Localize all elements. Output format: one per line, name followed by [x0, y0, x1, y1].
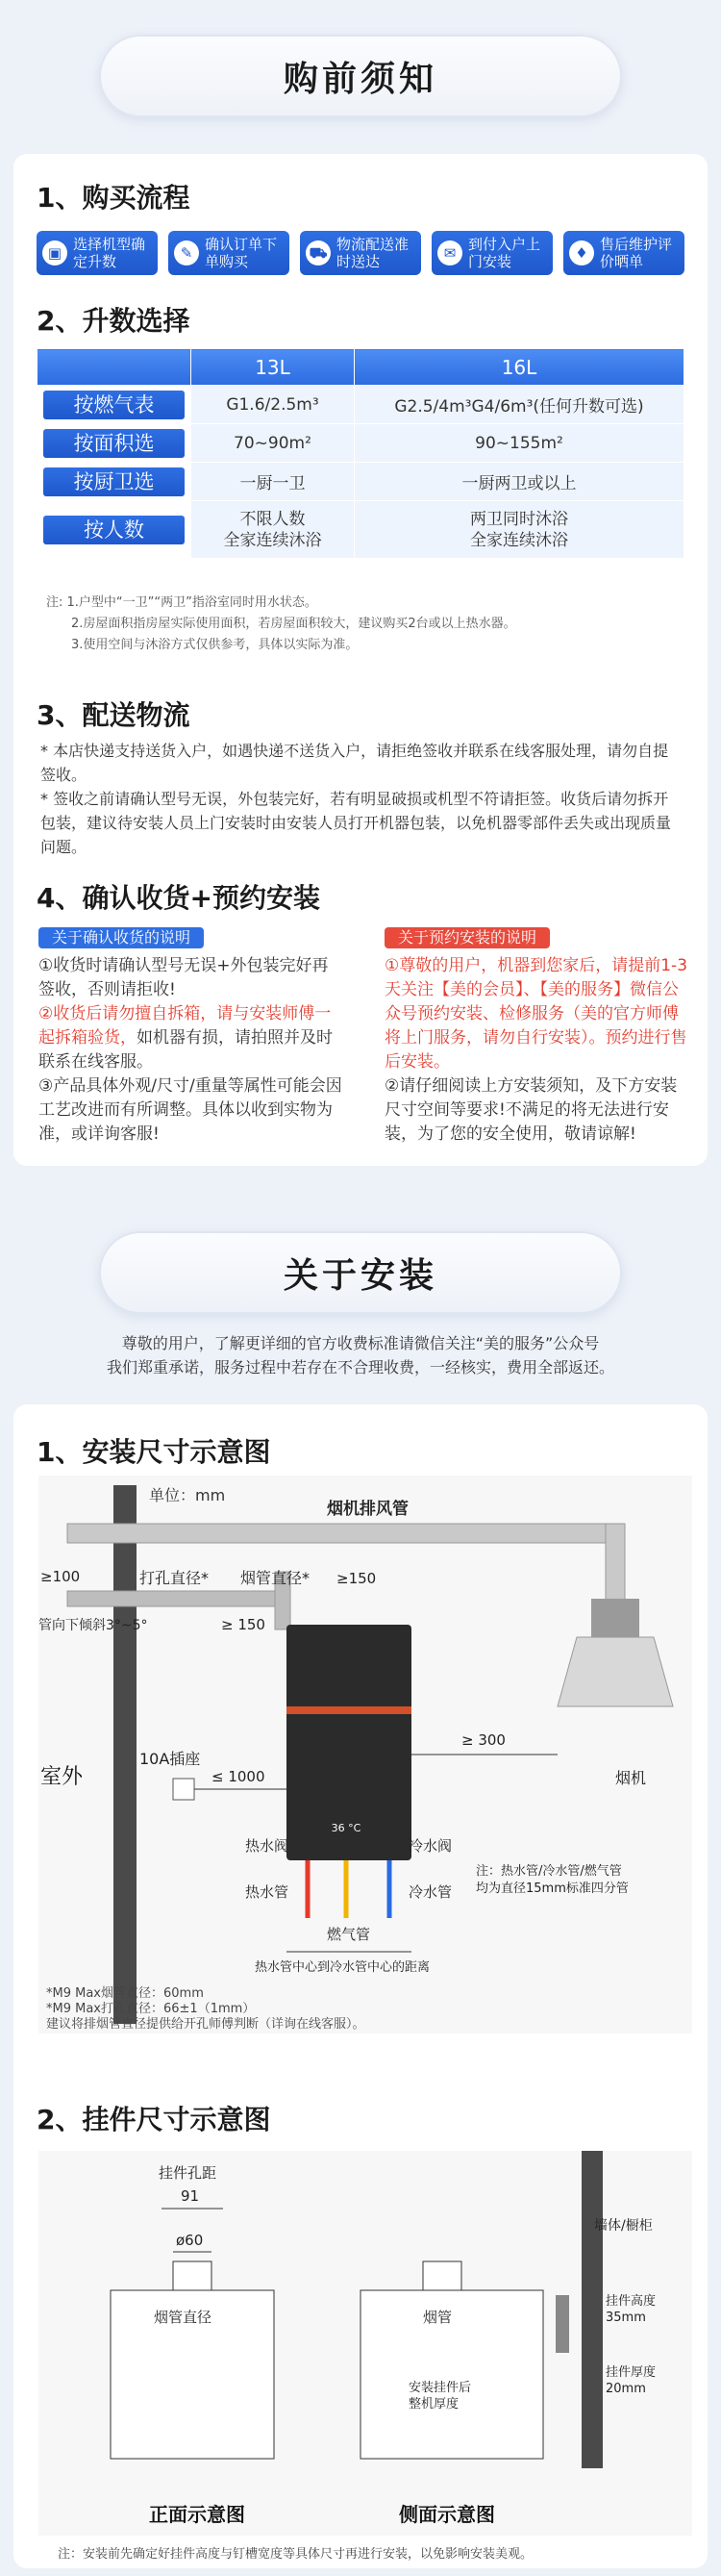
row-label: 按厨卫选	[43, 467, 185, 496]
table-cell: 90~155m²	[355, 424, 684, 463]
section-delivery-title: 3、配送物流	[37, 699, 190, 731]
hook-distance-label: 挂件孔距	[159, 2164, 217, 2182]
table-row	[37, 501, 684, 559]
install-appointment-tag: 关于预约安装的说明	[385, 927, 550, 948]
install-size-diagram	[38, 1476, 692, 2033]
step-install	[432, 231, 553, 275]
confirm-receipt-text	[38, 954, 344, 1147]
cold-pipe-label: 冷水管	[409, 1883, 453, 1901]
heater-flue-pipe	[67, 1591, 288, 1606]
hanger-size-diagram	[38, 2151, 692, 2536]
dim-300: ≥ 300	[461, 1731, 506, 1749]
row-label: 按面积选	[43, 429, 185, 458]
title-purchase-notice: 购前须知	[99, 35, 622, 117]
table-header: 16L	[355, 349, 684, 386]
value-d60: ø60	[176, 2232, 204, 2249]
after-install-label: 整机厚度	[409, 2397, 460, 2412]
hole-diameter-label: 打孔直径*	[139, 1569, 210, 1587]
step-aftersale	[563, 231, 684, 275]
front-view-label: 正面示意图	[149, 2503, 245, 2526]
hot-valve-label: 热水阀	[245, 1837, 289, 1855]
hanger-note: 注：安装前先确定好挂件高度与钉槽宽度等具体尺寸再进行安装，以免影响安装美观。	[58, 2547, 534, 2562]
wall	[113, 1485, 137, 2024]
hanger-bracket	[556, 2295, 569, 2353]
step-select-model	[37, 231, 158, 275]
hot-pipe-label: 热水管	[245, 1883, 289, 1901]
row-label: 按燃气表	[43, 391, 185, 419]
table-cell: 不限人数 全家连续沐浴	[191, 501, 355, 559]
side-wall	[582, 2151, 603, 2468]
hook-thickness-label: 挂件厚度	[606, 2365, 657, 2380]
table-row	[37, 386, 684, 424]
row-label: 按人数	[43, 516, 185, 544]
cart-icon: ✎	[174, 240, 199, 265]
note-line: 2.房屋面积指房屋实际使用面积，若房屋面积较大，建议购买2台或以上热水器。	[71, 617, 516, 631]
hook-thickness-value: 20mm	[606, 2382, 646, 2396]
after-install-label: 安装挂件后	[409, 2381, 472, 2395]
intro-line: 我们郑重承诺，服务过程中若存在不合理收费，一经核实，费用全部返还。	[106, 1358, 614, 1376]
note-line: 3.使用空间与沐浴方式仅供参考，具体以实际为准。	[71, 638, 359, 652]
capacity-notes	[46, 593, 516, 656]
value-91: 91	[181, 2187, 200, 2205]
intro-line: 尊敬的用户，了解更详细的官方收费标准请微信关注“美的服务”公众号	[121, 1334, 600, 1352]
install-intro	[0, 1331, 721, 1379]
range-hood	[558, 1637, 673, 1706]
truck-icon: ⛟	[306, 240, 331, 265]
install-appointment-text	[385, 954, 690, 1147]
side-view-label: 侧面示意图	[399, 2503, 495, 2526]
tilt-label: 管向下倾斜3°~5°	[38, 1618, 148, 1633]
title-about-install: 关于安装	[99, 1231, 622, 1314]
table-cell: 70~90m²	[191, 424, 355, 463]
socket-label: 10A插座	[139, 1750, 201, 1768]
section-purchase-flow-title: 1、购买流程	[37, 182, 190, 214]
heater-light-strip	[286, 1706, 411, 1714]
section-capacity-title: 2、升数选择	[37, 305, 190, 337]
dim-150-b: ≥ 150	[221, 1616, 265, 1633]
purchase-flow-steps	[37, 231, 684, 275]
outdoor-label: 室外	[40, 1765, 84, 1789]
phone-icon: ▣	[42, 240, 67, 265]
hanger-size-title: 2、挂件尺寸示意图	[37, 2104, 271, 2135]
center-distance-label: 热水管中心到冷水管中心的距离	[255, 1960, 431, 1975]
dim-1000: ≤ 1000	[211, 1768, 265, 1785]
receipt-item-2: 如机器有损，请拍照并及时联系在线客服。	[38, 1028, 333, 1072]
table-row	[37, 424, 684, 463]
pipe-note: 注：热水管/冷水管/燃气管	[476, 1864, 622, 1879]
side-flue-label: 烟管	[423, 2309, 453, 2326]
install-item-1: ①尊敬的用户，机器到您家后，请提前1-3天关注【美的会员】、【美的服务】微信公众号预约安装、检修服务（美的官方师傅将上门服务，请勿自行安装）。预约进行售后安装。	[385, 956, 688, 1072]
receipt-item-2-highlight: ②收货后请勿擅自拆箱，请与安装师傅一起拆箱验货，	[38, 1004, 332, 1048]
step-label: 选择机型确定升数	[73, 236, 146, 270]
pipe-note: 均为直径15mm标准四分管	[476, 1881, 629, 1896]
unit-label: 单位：mm	[149, 1486, 226, 1504]
install-size-title: 1、安装尺寸示意图	[37, 1436, 271, 1468]
wrench-icon: ✉	[437, 240, 462, 265]
capacity-table	[37, 348, 684, 559]
install-item-2: ②请仔细阅读上方安装须知，及下方安装尺寸空间等要求!不满足的将无法进行安装，为了您的安全使用，敬请谅解!	[385, 1076, 678, 1144]
step-confirm-order	[168, 231, 289, 275]
dim-100: ≥100	[40, 1568, 81, 1585]
table-cell: 两卫同时沐浴 全家连续沐浴	[355, 501, 684, 559]
step-label: 到付入户上门安装	[468, 236, 541, 270]
pipe-diameter-label: 烟管直径*	[240, 1569, 311, 1587]
table-header: 13L	[191, 349, 355, 386]
table-cell: G1.6/2.5m³	[191, 386, 355, 424]
thumbs-up-icon: ♦	[569, 240, 594, 265]
delivery-paragraph-1: * 本店快递支持送货入户，如遇快递不送货入户，请拒绝签收并联系在线客服处理，请勿自提签收。	[40, 742, 669, 784]
cold-valve-label: 冷水阀	[409, 1837, 453, 1855]
step-logistics	[300, 231, 421, 275]
delivery-paragraph-2: * 签收之前请确认型号无误，外包装完好，若有明显破损或机型不符请拒签。收货后请勿拆开包装，建议待安装人员上门安装时由安装人员打开机器包装，以免机器零部件丢失或出现质量问题。	[40, 790, 672, 856]
step-label: 物流配送准时送达	[336, 236, 410, 270]
note-line: 注: 1.户型中“一卫”“两卫”指浴室同时用水状态。	[46, 595, 317, 610]
hook-height-value: 35mm	[606, 2311, 646, 2325]
hook-height-label: 挂件高度	[606, 2294, 657, 2309]
heater-screen: 36 °C	[331, 1822, 361, 1834]
table-cell: G2.5/4m³G4/6m³(任何升数可选)	[355, 386, 684, 424]
step-label: 售后维护评价晒单	[600, 236, 673, 270]
side-flue	[423, 2261, 461, 2290]
diagram-note: 建议将排烟管直径提供给开孔师傅判断（详询在线客服）。	[46, 2017, 365, 2032]
front-flue	[173, 2261, 211, 2290]
diagram-note: *M9 Max打孔直径：66±1（1mm）	[46, 2002, 256, 2016]
confirm-receipt-tag: 关于确认收货的说明	[38, 927, 204, 948]
flue-pipe-elbow	[606, 1524, 625, 1601]
flue-label: 烟机排风管	[327, 1500, 409, 1519]
gas-pipe-label: 燃气管	[327, 1926, 371, 1943]
table-row	[37, 463, 684, 501]
flue-pipe	[67, 1524, 615, 1543]
diagram-note: *M9 Max烟管直径：60mm	[46, 1986, 204, 2001]
step-label: 确认订单下单购买	[205, 236, 278, 270]
table-cell: 一厨一卫	[191, 463, 355, 501]
wall-label: 墙体/橱柜	[594, 2218, 653, 2234]
section-confirm-install-title: 4、确认收货+预约安装	[37, 882, 320, 914]
receipt-item-1: ①收货时请确认型号无误+外包装完好再签收，否则请拒收!	[38, 956, 329, 999]
hood-label: 烟机	[615, 1769, 647, 1787]
hood-top	[591, 1599, 639, 1637]
receipt-item-3: ③产品具体外观/尺寸/重量等属性可能会因工艺改进而有所调整。具体以收到实物为准，或详询客服!	[38, 1076, 342, 1144]
socket-icon	[173, 1779, 194, 1800]
table-cell: 一厨两卫或以上	[355, 463, 684, 501]
pipe-diameter-label: 烟管直径	[154, 2309, 212, 2326]
dim-150-a: ≥150	[336, 1570, 377, 1587]
table-header	[37, 349, 191, 386]
